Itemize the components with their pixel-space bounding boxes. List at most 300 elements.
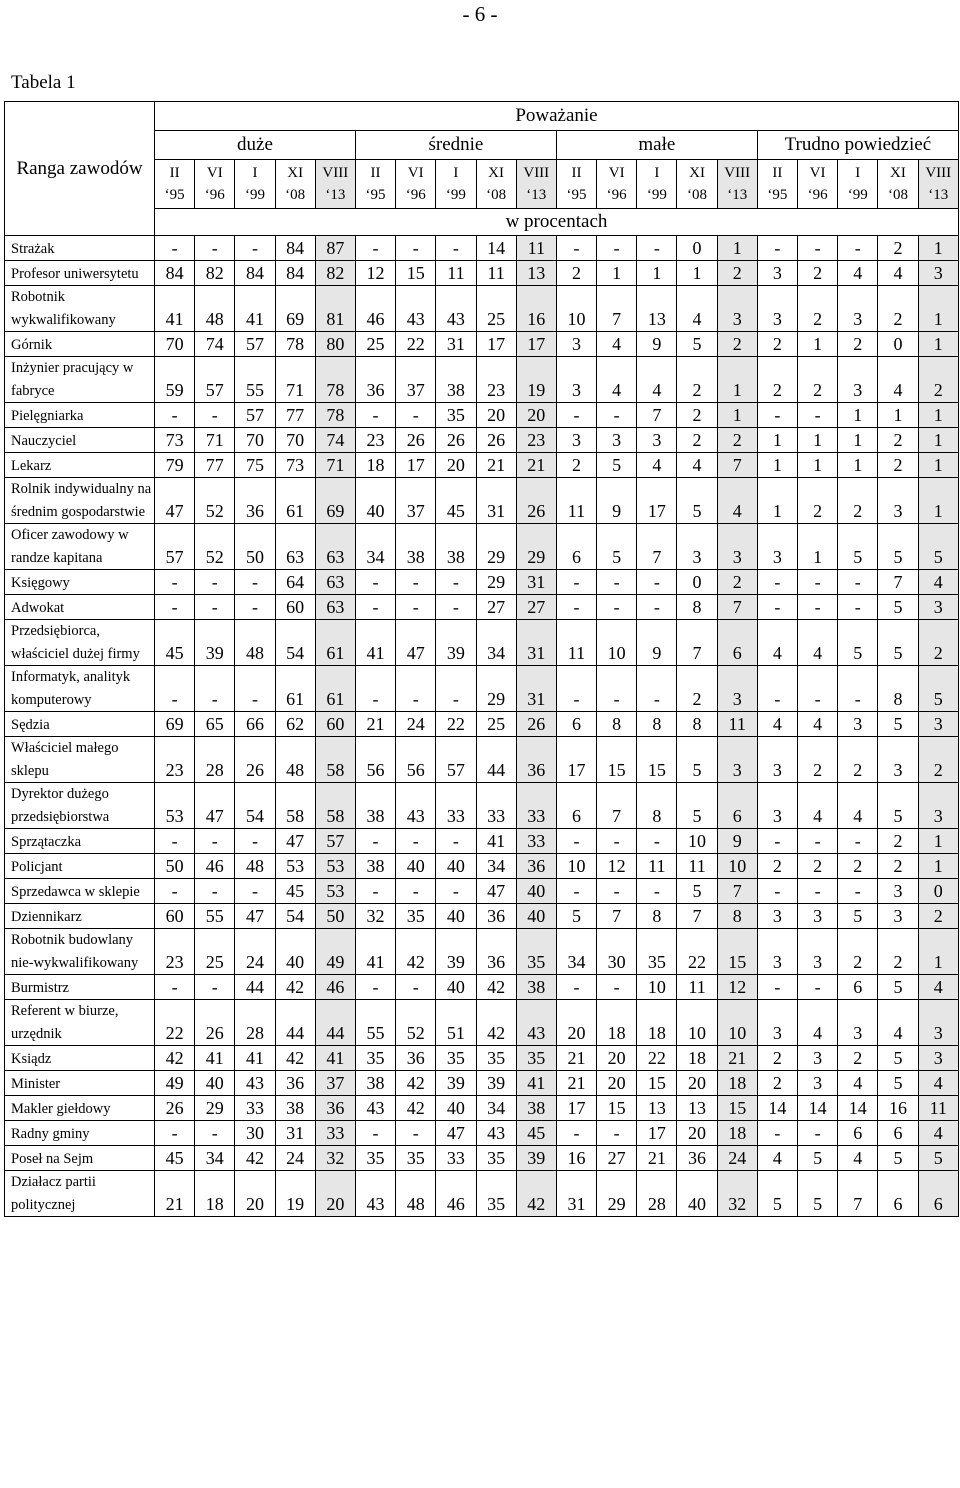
value-cell: 1: [798, 524, 838, 570]
value-cell: 15: [597, 737, 637, 783]
value-cell: 0: [677, 236, 717, 261]
value-cell: 2: [878, 829, 918, 854]
value-cell: -: [556, 1121, 596, 1146]
year-roman: VIII: [322, 165, 349, 181]
year-roman: VI: [206, 165, 223, 181]
value-cell: 42: [396, 929, 436, 975]
value-cell: 1: [757, 428, 797, 453]
value-cell: 43: [355, 1096, 395, 1121]
value-cell: -: [838, 879, 878, 904]
value-cell: 1: [918, 478, 958, 524]
value-cell: 2: [878, 854, 918, 879]
value-cell: 40: [516, 879, 556, 904]
value-cell: -: [396, 1121, 436, 1146]
value-cell: 84: [235, 261, 275, 286]
value-cell: 3: [918, 1046, 958, 1071]
value-cell: 3: [798, 1071, 838, 1096]
value-cell: 38: [355, 1071, 395, 1096]
value-cell: 26: [195, 1000, 235, 1046]
value-cell: 70: [275, 428, 315, 453]
value-cell: 7: [717, 453, 757, 478]
occupation-name: Dziennikarz: [5, 904, 155, 929]
year-roman: XI: [287, 165, 304, 181]
value-cell: 5: [918, 1146, 958, 1171]
value-cell: 1: [637, 261, 677, 286]
table-row: [5, 1046, 959, 1071]
value-cell: 36: [476, 929, 516, 975]
year-number: ‘96: [807, 187, 828, 203]
table-row: [5, 666, 959, 712]
occupation-name: Sędzia: [5, 712, 155, 737]
value-cell: 24: [275, 1146, 315, 1171]
value-cell: 5: [918, 666, 958, 712]
value-cell: 56: [355, 737, 395, 783]
value-cell: 1: [918, 332, 958, 357]
value-cell: -: [355, 403, 395, 428]
occupation-name: Przedsiębiorca, właściciel dużej firmy: [5, 620, 155, 666]
value-cell: 3: [637, 428, 677, 453]
value-cell: 35: [355, 1146, 395, 1171]
value-cell: -: [396, 236, 436, 261]
value-cell: 17: [476, 332, 516, 357]
value-cell: 27: [516, 595, 556, 620]
value-cell: 36: [235, 478, 275, 524]
value-cell: 55: [195, 904, 235, 929]
value-cell: 2: [677, 357, 717, 403]
value-cell: 42: [275, 975, 315, 1000]
value-cell: 9: [717, 829, 757, 854]
value-cell: 21: [155, 1171, 195, 1217]
value-cell: 7: [597, 904, 637, 929]
value-cell: 43: [235, 1071, 275, 1096]
value-cell: -: [155, 879, 195, 904]
year-roman: VIII: [724, 165, 751, 181]
value-cell: 2: [798, 737, 838, 783]
value-cell: 2: [677, 666, 717, 712]
value-cell: 38: [355, 783, 395, 829]
value-cell: 7: [878, 570, 918, 595]
value-cell: 5: [878, 1046, 918, 1071]
value-cell: 55: [235, 357, 275, 403]
table-row: [5, 737, 959, 783]
value-cell: 32: [315, 1146, 355, 1171]
value-cell: 35: [476, 1146, 516, 1171]
value-cell: 36: [516, 854, 556, 879]
table-row: [5, 1121, 959, 1146]
year-number: ‘96: [606, 187, 627, 203]
value-cell: 45: [155, 620, 195, 666]
value-cell: 26: [155, 1096, 195, 1121]
value-cell: 59: [155, 357, 195, 403]
occupation-name: Sprzątaczka: [5, 829, 155, 854]
value-cell: 20: [516, 403, 556, 428]
value-cell: 36: [275, 1071, 315, 1096]
value-cell: 21: [476, 453, 516, 478]
value-cell: 10: [556, 286, 596, 332]
value-cell: 24: [396, 712, 436, 737]
value-cell: 28: [195, 737, 235, 783]
value-cell: 70: [155, 332, 195, 357]
value-cell: 21: [637, 1146, 677, 1171]
value-cell: 2: [838, 1046, 878, 1071]
value-cell: 42: [476, 1000, 516, 1046]
value-cell: 31: [516, 620, 556, 666]
value-cell: 37: [315, 1071, 355, 1096]
value-cell: 20: [597, 1046, 637, 1071]
value-cell: 56: [396, 737, 436, 783]
value-cell: 82: [195, 261, 235, 286]
value-cell: 5: [878, 783, 918, 829]
value-cell: 42: [275, 1046, 315, 1071]
value-cell: 45: [155, 1146, 195, 1171]
value-cell: 1: [717, 236, 757, 261]
year-header: [396, 160, 436, 209]
value-cell: 2: [878, 428, 918, 453]
value-cell: 22: [155, 1000, 195, 1046]
value-cell: 5: [757, 1171, 797, 1217]
year-header: [677, 160, 717, 209]
value-cell: 12: [717, 975, 757, 1000]
value-cell: 5: [597, 453, 637, 478]
value-cell: -: [757, 570, 797, 595]
occupation-name: Właściciel małego sklepu: [5, 737, 155, 783]
year-header: [597, 160, 637, 209]
value-cell: 1: [717, 357, 757, 403]
value-cell: 8: [677, 712, 717, 737]
value-cell: 20: [597, 1071, 637, 1096]
value-cell: 33: [315, 1121, 355, 1146]
value-cell: 21: [556, 1046, 596, 1071]
value-cell: 4: [757, 712, 797, 737]
value-cell: 6: [838, 975, 878, 1000]
table-row: [5, 478, 959, 524]
value-cell: -: [798, 879, 838, 904]
value-cell: 37: [396, 357, 436, 403]
value-cell: -: [396, 595, 436, 620]
value-cell: 18: [637, 1000, 677, 1046]
table-row: [5, 428, 959, 453]
value-cell: 3: [757, 524, 797, 570]
year-roman: VI: [407, 165, 424, 181]
value-cell: 3: [878, 904, 918, 929]
value-cell: 3: [677, 524, 717, 570]
value-cell: 43: [436, 286, 476, 332]
year-number: ‘99: [445, 187, 466, 203]
value-cell: -: [798, 595, 838, 620]
value-cell: -: [155, 236, 195, 261]
value-cell: 11: [476, 261, 516, 286]
value-cell: 15: [637, 1071, 677, 1096]
value-cell: 39: [436, 1071, 476, 1096]
value-cell: 2: [838, 332, 878, 357]
value-cell: -: [235, 570, 275, 595]
value-cell: 4: [757, 1146, 797, 1171]
value-cell: 57: [155, 524, 195, 570]
value-cell: 60: [315, 712, 355, 737]
value-cell: 10: [637, 975, 677, 1000]
value-cell: -: [195, 595, 235, 620]
year-header: [355, 160, 395, 209]
value-cell: -: [597, 595, 637, 620]
value-cell: 4: [677, 453, 717, 478]
value-cell: 63: [315, 570, 355, 595]
table-row: [5, 854, 959, 879]
value-cell: 51: [436, 1000, 476, 1046]
value-cell: 50: [235, 524, 275, 570]
value-cell: 1: [838, 403, 878, 428]
value-cell: 2: [798, 854, 838, 879]
value-cell: 77: [275, 403, 315, 428]
value-cell: 31: [516, 570, 556, 595]
value-cell: -: [637, 236, 677, 261]
value-cell: 57: [436, 737, 476, 783]
value-cell: -: [195, 1121, 235, 1146]
value-cell: -: [556, 666, 596, 712]
value-cell: 3: [597, 428, 637, 453]
value-cell: 63: [315, 524, 355, 570]
table-row: [5, 595, 959, 620]
value-cell: 2: [838, 929, 878, 975]
value-cell: 5: [878, 712, 918, 737]
value-cell: 23: [155, 737, 195, 783]
value-cell: 38: [516, 975, 556, 1000]
year-number: ‘99: [646, 187, 667, 203]
value-cell: 2: [717, 261, 757, 286]
value-cell: -: [195, 403, 235, 428]
value-cell: 2: [798, 261, 838, 286]
value-cell: 13: [677, 1096, 717, 1121]
year-roman: VI: [608, 165, 625, 181]
value-cell: 53: [275, 854, 315, 879]
value-cell: 50: [155, 854, 195, 879]
value-cell: 35: [355, 1046, 395, 1071]
table-row: [5, 620, 959, 666]
value-cell: 5: [838, 524, 878, 570]
value-cell: 11: [556, 478, 596, 524]
year-header: [235, 160, 275, 209]
value-cell: 33: [476, 783, 516, 829]
value-cell: -: [195, 975, 235, 1000]
table-title: Tabela 1: [11, 72, 76, 93]
value-cell: 21: [717, 1046, 757, 1071]
value-cell: 27: [597, 1146, 637, 1171]
table-row: [5, 1071, 959, 1096]
value-cell: 4: [798, 1000, 838, 1046]
value-cell: 73: [275, 453, 315, 478]
value-cell: 74: [315, 428, 355, 453]
value-cell: -: [637, 879, 677, 904]
value-cell: 20: [677, 1121, 717, 1146]
value-cell: 49: [315, 929, 355, 975]
value-cell: 84: [275, 261, 315, 286]
value-cell: 38: [396, 524, 436, 570]
value-cell: -: [235, 829, 275, 854]
value-cell: 4: [838, 1071, 878, 1096]
value-cell: 2: [918, 737, 958, 783]
value-cell: 4: [838, 1146, 878, 1171]
value-cell: 1: [878, 403, 918, 428]
value-cell: 5: [878, 975, 918, 1000]
year-roman: II: [772, 165, 783, 181]
year-header: [155, 160, 195, 209]
value-cell: 4: [918, 1121, 958, 1146]
value-cell: 2: [878, 453, 918, 478]
value-cell: 71: [195, 428, 235, 453]
value-cell: 4: [597, 357, 637, 403]
value-cell: 39: [195, 620, 235, 666]
value-cell: -: [155, 403, 195, 428]
value-cell: 41: [516, 1071, 556, 1096]
value-cell: 26: [235, 737, 275, 783]
value-cell: 3: [798, 1046, 838, 1071]
value-cell: 1: [918, 829, 958, 854]
value-cell: 1: [798, 332, 838, 357]
value-cell: 29: [476, 666, 516, 712]
value-cell: 42: [476, 975, 516, 1000]
value-cell: 61: [315, 666, 355, 712]
table-row: [5, 1146, 959, 1171]
value-cell: 69: [155, 712, 195, 737]
value-cell: 5: [798, 1146, 838, 1171]
value-cell: 33: [516, 783, 556, 829]
value-cell: -: [838, 570, 878, 595]
value-cell: -: [757, 403, 797, 428]
value-cell: 21: [516, 453, 556, 478]
value-cell: -: [396, 403, 436, 428]
value-cell: 39: [476, 1071, 516, 1096]
esteem-header: Poważanie: [155, 102, 959, 131]
year-header: [315, 160, 355, 209]
value-cell: 20: [436, 453, 476, 478]
value-cell: 40: [436, 975, 476, 1000]
table-row: [5, 1096, 959, 1121]
value-cell: 7: [717, 595, 757, 620]
table-row: [5, 829, 959, 854]
value-cell: 7: [637, 403, 677, 428]
value-cell: 1: [918, 403, 958, 428]
value-cell: 2: [918, 357, 958, 403]
value-cell: 84: [275, 236, 315, 261]
occupation-name: Radny gminy: [5, 1121, 155, 1146]
value-cell: 3: [757, 737, 797, 783]
value-cell: 31: [275, 1121, 315, 1146]
value-cell: 4: [878, 357, 918, 403]
value-cell: 2: [717, 570, 757, 595]
table-row: [5, 261, 959, 286]
table-row: [5, 357, 959, 403]
table-row: [5, 453, 959, 478]
value-cell: 47: [235, 904, 275, 929]
value-cell: 15: [717, 929, 757, 975]
value-cell: -: [355, 879, 395, 904]
value-cell: -: [235, 879, 275, 904]
occupation-name: Robotnik wykwalifikowany: [5, 286, 155, 332]
value-cell: 45: [275, 879, 315, 904]
value-cell: 38: [355, 854, 395, 879]
group-header: Trudno powiedzieć: [757, 131, 958, 160]
value-cell: -: [436, 829, 476, 854]
value-cell: 4: [637, 357, 677, 403]
value-cell: 35: [436, 403, 476, 428]
occupation-name: Nauczyciel: [5, 428, 155, 453]
year-number: ‘08: [486, 187, 507, 203]
value-cell: 54: [275, 904, 315, 929]
year-number: ‘13: [928, 187, 949, 203]
year-header: [275, 160, 315, 209]
value-cell: 45: [436, 478, 476, 524]
occupation-name: Minister: [5, 1071, 155, 1096]
value-cell: -: [798, 570, 838, 595]
value-cell: 3: [918, 261, 958, 286]
value-cell: 5: [798, 1171, 838, 1217]
value-cell: 41: [235, 1046, 275, 1071]
value-cell: 11: [717, 712, 757, 737]
value-cell: 7: [838, 1171, 878, 1217]
year-roman: XI: [689, 165, 705, 181]
value-cell: 53: [315, 854, 355, 879]
year-roman: VI: [809, 165, 826, 181]
value-cell: 48: [275, 737, 315, 783]
value-cell: 18: [717, 1071, 757, 1096]
value-cell: 3: [838, 1000, 878, 1046]
value-cell: 3: [918, 595, 958, 620]
value-cell: 2: [798, 357, 838, 403]
value-cell: -: [355, 595, 395, 620]
value-cell: 60: [155, 904, 195, 929]
value-cell: 35: [516, 1046, 556, 1071]
value-cell: 5: [878, 524, 918, 570]
value-cell: 20: [677, 1071, 717, 1096]
table-row: [5, 783, 959, 829]
value-cell: 44: [235, 975, 275, 1000]
value-cell: -: [556, 595, 596, 620]
value-cell: 3: [798, 929, 838, 975]
value-cell: 35: [436, 1046, 476, 1071]
value-cell: 40: [355, 478, 395, 524]
value-cell: -: [436, 570, 476, 595]
value-cell: -: [556, 570, 596, 595]
value-cell: 43: [516, 1000, 556, 1046]
value-cell: 6: [717, 783, 757, 829]
value-cell: 9: [637, 332, 677, 357]
group-header: duże: [155, 131, 356, 160]
value-cell: 1: [757, 478, 797, 524]
value-cell: 0: [918, 879, 958, 904]
value-cell: -: [597, 829, 637, 854]
value-cell: 4: [878, 261, 918, 286]
value-cell: 1: [838, 428, 878, 453]
value-cell: 20: [235, 1171, 275, 1217]
value-cell: 18: [677, 1046, 717, 1071]
value-cell: 41: [315, 1046, 355, 1071]
value-cell: -: [195, 236, 235, 261]
value-cell: -: [838, 829, 878, 854]
table-row: [5, 524, 959, 570]
value-cell: 36: [677, 1146, 717, 1171]
value-cell: 57: [235, 332, 275, 357]
value-cell: 3: [918, 1000, 958, 1046]
occupation-name: Oficer zawodowy w randze kapitana: [5, 524, 155, 570]
value-cell: -: [556, 975, 596, 1000]
value-cell: 4: [838, 261, 878, 286]
table-row: [5, 929, 959, 975]
value-cell: 28: [637, 1171, 677, 1217]
value-cell: 47: [436, 1121, 476, 1146]
value-cell: 1: [798, 428, 838, 453]
value-cell: 52: [195, 524, 235, 570]
value-cell: 41: [155, 286, 195, 332]
value-cell: 14: [757, 1096, 797, 1121]
